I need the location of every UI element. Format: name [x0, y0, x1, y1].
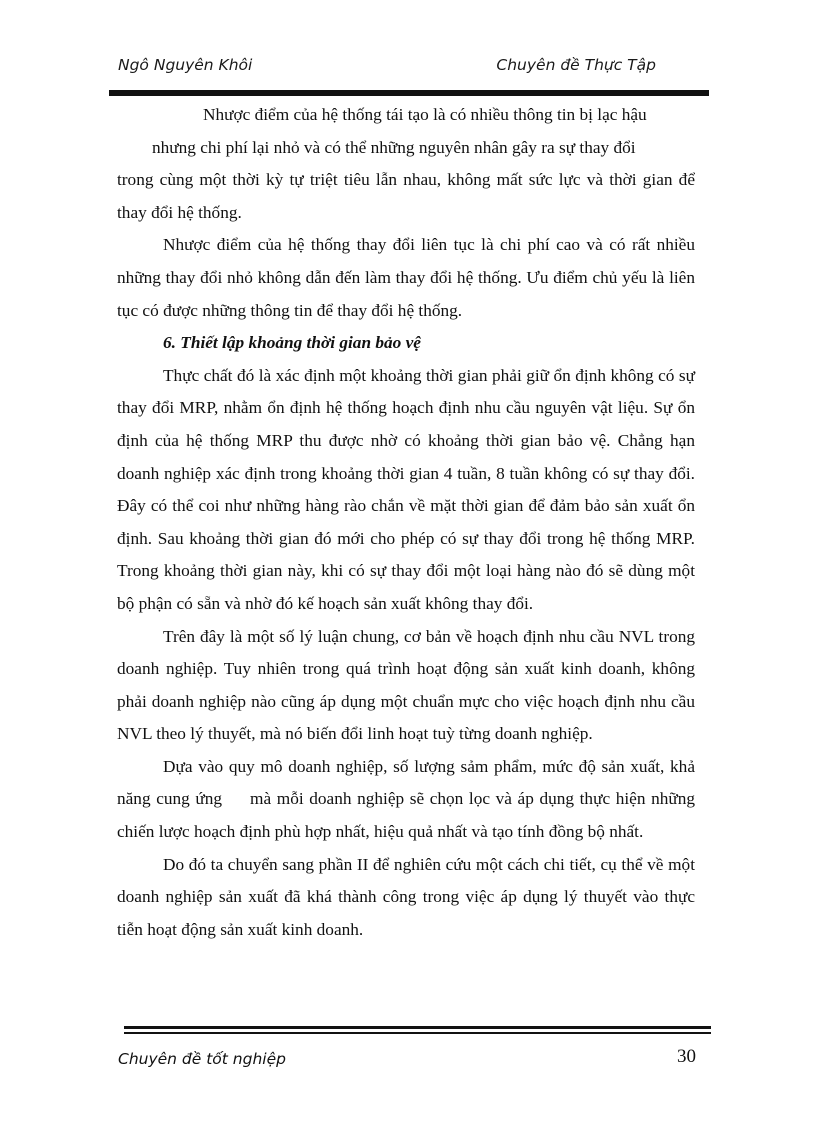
page-footer [118, 1046, 696, 1076]
paragraph-4: Trên đây là một số lý luận chung, cơ bản về hoạch định nhu cầu NVL trong doanh nghiệp. Tuy nhiên trong quá trình hoạt động sản xuất kinh doanh, không phải doanh nghiệp nào cũng áp dụng một chuẩn mực cho việc hoạch định nhu cầu NVL theo lý thuyết, mà nó biến đổi linh hoạt tuỳ từng doanh nghiệp. [117, 626, 695, 744]
footer-rule-thin [124, 1032, 711, 1034]
paragraph-1-line-1: Nhược điểm của hệ thống tái tạo là có nhiều thông tin bị lạc hậu [203, 105, 647, 124]
page-body [117, 99, 700, 946]
paragraph-3: Thực chất đó là xác định một khoảng thời gian phải giữ ổn định không có sự thay đổi MRP, nhằm ổn định hệ thống hoạch định nhu cầu nguyên vật liệu. Sự ổn định của hệ thống MRP thu được nhờ có khoảng thời gian bảo vệ. Chẳng hạn doanh nghiệp xác định trong khoảng thời gian 4 tuần, 8 tuần không có sự thay đổi. Đây có thể coi như những hàng rào chắn về mặt thời gian để đảm bảo sản xuất ổn định. Sau khoảng thời gian đó mới cho phép có sự thay đổi trong hệ thống MRP. Trong khoảng thời gian này, khi có sự thay đổi một loại hàng nào đó sẽ dùng một bộ phận có sẵn và nhờ đó kế hoạch sản xuất không thay đổi. [117, 365, 695, 613]
paragraph-1-rest: trong cùng một thời kỳ tự triệt tiêu lẫn nhau, không mất sức lực và thời gian để thay đổi hệ thống. [117, 170, 695, 222]
paragraph-5: Dựa vào quy mô doanh nghiệp, số lượng sảm phẩm, mức độ sản xuất, khả năng cung ứng mà mỗi doanh nghiệp sẽ chọn lọc và áp dụng thực hiện những chiến lược hoạch định phù hợp nhất, hiệu quả nhất và tạo tính đồng bộ nhất. [117, 756, 700, 842]
page-number: 30 [677, 1046, 696, 1067]
paragraph-2: Nhược điểm của hệ thống thay đổi liên tục là chi phí cao và có rất nhiều những thay đổi nhỏ không dẫn đến làm thay đổi hệ thống. Ưu điểm chủ yếu là liên tục có được những thông tin để thay đổi hệ thống. [117, 235, 695, 320]
paragraph-1-line-2: nhưng chi phí lại nhỏ và có thể những nguyên nhân gây ra sự thay đổi [152, 137, 636, 157]
header-document-type: Chuyên đề Thực Tập [496, 56, 656, 74]
page-header [118, 52, 708, 84]
footer-label: Chuyên đề tốt nghiệp [118, 1050, 286, 1068]
header-author: Ngô Nguyên Khôi [118, 56, 253, 74]
header-rule [109, 90, 709, 96]
footer-rule-thick [124, 1026, 711, 1029]
paragraph-6: Do đó ta chuyển sang phần II để nghiên cứu một cách chi tiết, cụ thể về một doanh nghiệp sản xuất đã khá thành công trong việc áp dụng lý thuyết vào thực tiễn hoạt động sản xuất kinh doanh. [117, 854, 695, 939]
section-heading: 6. Thiết lập khoảng thời gian bảo vệ [163, 333, 421, 353]
